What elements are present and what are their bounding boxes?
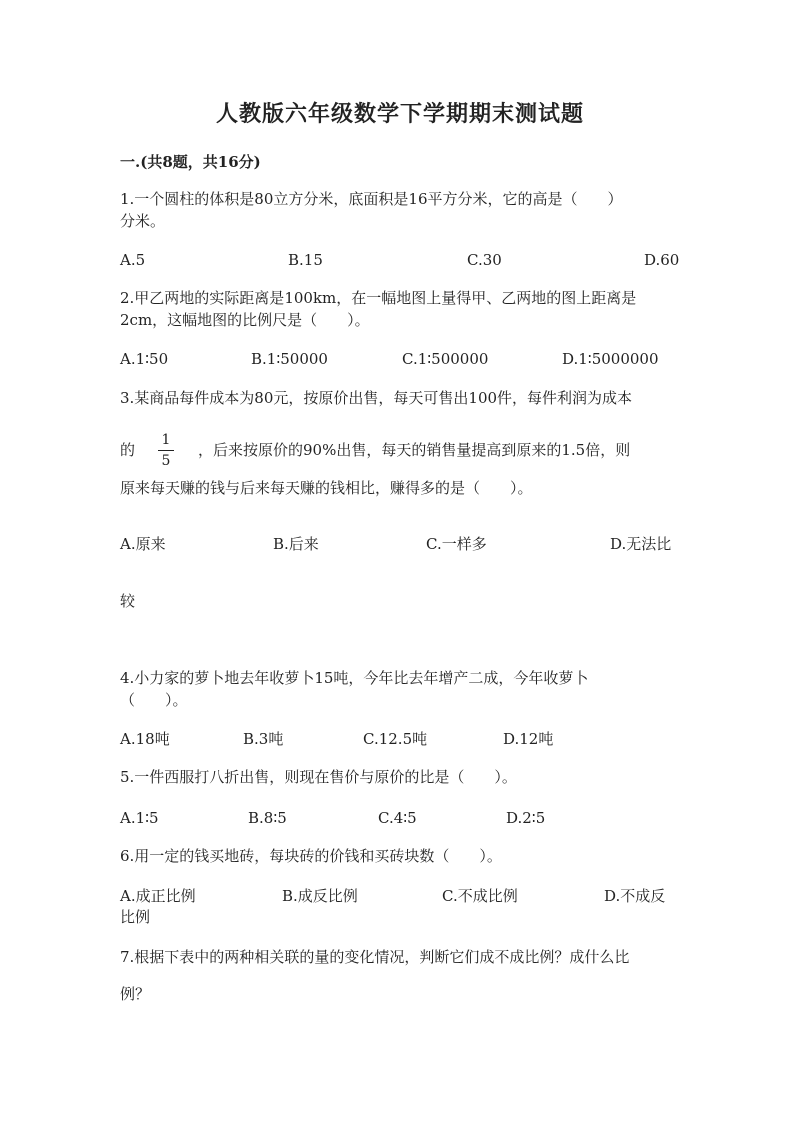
q3-line2-prefix: 的 bbox=[120, 441, 136, 459]
q2-line2: 2cm，这幅地图的比例尺是（ ）。 bbox=[120, 311, 370, 329]
q3-option-b: B.后来 bbox=[273, 535, 319, 553]
q6-option-a: A.成正比例 bbox=[120, 887, 196, 905]
q2-option-b: B.1∶50000 bbox=[251, 350, 328, 368]
q1-line2: 分米。 bbox=[120, 212, 166, 230]
q4-option-d: D.12吨 bbox=[503, 730, 554, 748]
q3-line1: 3.某商品每件成本为80元，按原价出售，每天可售出100件，每件利润为成本 bbox=[120, 389, 633, 407]
q4-option-b: B.3吨 bbox=[243, 730, 284, 748]
q4-option-c: C.12.5吨 bbox=[363, 730, 428, 748]
q6-line1: 6.用一定的钱买地砖，每块砖的价钱和买砖块数（ ）。 bbox=[120, 847, 502, 865]
q5-option-b: B.8∶5 bbox=[248, 809, 287, 827]
q6-option-d: D.不成反 bbox=[604, 887, 666, 905]
q5-option-d: D.2∶5 bbox=[506, 809, 546, 827]
q1-option-b: B.15 bbox=[288, 251, 323, 269]
q6-option-d-wrap: 比例 bbox=[120, 908, 151, 926]
q3-option-d: D.无法比 bbox=[610, 535, 672, 553]
q5-option-a: A.1∶5 bbox=[120, 809, 159, 827]
q3-fraction bbox=[158, 432, 174, 469]
q4-line1: 4.小力家的萝卜地去年收萝卜15吨，今年比去年增产二成，今年收萝卜 bbox=[120, 669, 589, 687]
q2-line1: 2.甲乙两地的实际距离是100km，在一幅地图上量得甲、乙两地的图上距离是 bbox=[120, 289, 637, 307]
q3-line3: 原来每天赚的钱与后来每天赚的钱相比，赚得多的是（ ）。 bbox=[120, 479, 533, 497]
q2-option-a: A.1∶50 bbox=[120, 350, 169, 368]
q3-option-d-wrap: 较 bbox=[120, 592, 136, 610]
q6-option-c: C.不成比例 bbox=[442, 887, 518, 905]
q7-line2: 例？ bbox=[120, 985, 151, 1003]
q5-option-c: C.4∶5 bbox=[378, 809, 417, 827]
q1-line1: 1.一个圆柱的体积是80立方分米，底面积是16平方分米，它的高是（ ） bbox=[120, 190, 623, 208]
q2-option-d: D.1∶5000000 bbox=[562, 350, 659, 368]
q1-option-c: C.30 bbox=[467, 251, 502, 269]
q3-line2-suffix: ，后来按原价的90%出售，每天的销售量提高到原来的1.5倍，则 bbox=[198, 441, 631, 459]
q2-option-c: C.1∶500000 bbox=[402, 350, 489, 368]
q3-option-a: A.原来 bbox=[120, 535, 166, 553]
q7-line1: 7.根据下表中的两种相关联的量的变化情况，判断它们成不成比例？成什么比 bbox=[120, 948, 630, 966]
q3-option-c: C.一样多 bbox=[426, 535, 487, 553]
q5-line1: 5.一件西服打八折出售，则现在售价与原价的比是（ ）。 bbox=[120, 768, 517, 786]
q3-fraction-denominator: 5 bbox=[161, 453, 171, 469]
q3-fraction-bar bbox=[158, 450, 174, 451]
q4-option-a: A.18吨 bbox=[120, 730, 170, 748]
q1-option-a: A.5 bbox=[120, 251, 146, 269]
q3-fraction-numerator: 1 bbox=[161, 432, 171, 448]
q4-line2: （ ）。 bbox=[120, 691, 188, 709]
q6-option-b: B.成反比例 bbox=[282, 887, 358, 905]
page-title: 人教版六年级数学下学期期末测试题 bbox=[215, 101, 584, 127]
section-header: 一.(共8题，共16分) bbox=[120, 153, 261, 171]
q1-option-d: D.60 bbox=[644, 251, 680, 269]
